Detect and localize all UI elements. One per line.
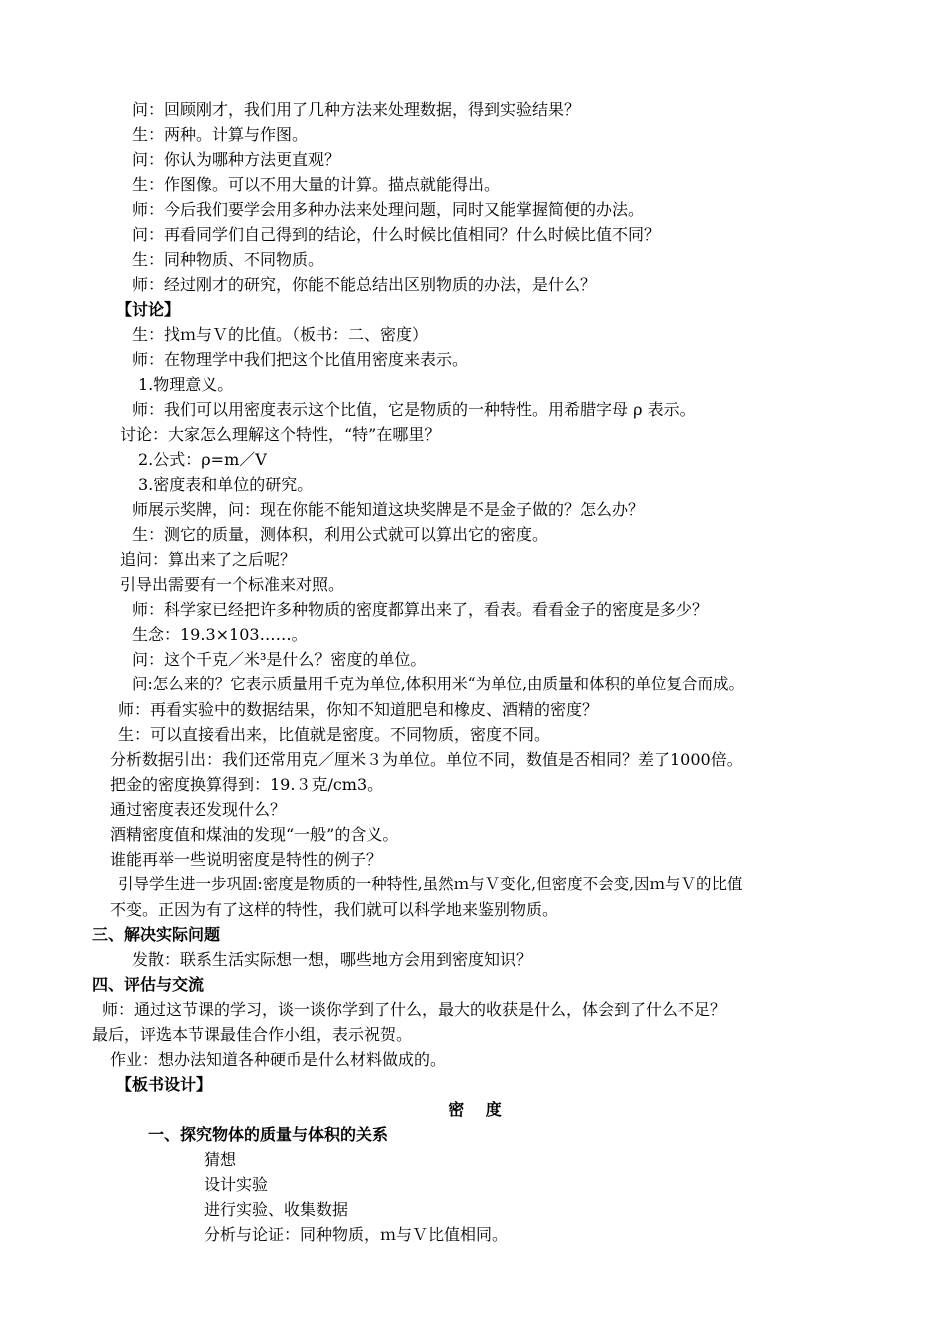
text-line: 生：找ｍ与Ｖ的比值。（板书：二、密度） bbox=[132, 325, 429, 344]
board-heading-1: 一、探究物体的质量与体积的关系 bbox=[148, 1125, 389, 1144]
text-line: 生念：19.3×103……。 bbox=[132, 625, 308, 644]
text-line: 生：测它的质量，测体积，利用公式就可以算出它的密度。 bbox=[132, 525, 549, 544]
text-line: 把金的密度换算得到：19.３克/cm3。 bbox=[110, 775, 384, 794]
text-line: 1.物理意义。 bbox=[138, 375, 234, 394]
board-title: 密 度 bbox=[448, 1100, 502, 1119]
text-line: 师：经过刚才的研究，你能不能总结出区别物质的办法，是什么？ bbox=[132, 275, 597, 294]
text-line: 引导出需要有一个标准来对照。 bbox=[120, 575, 345, 594]
text-line: 发散：联系生活实际想一想，哪些地方会用到密度知识？ bbox=[132, 950, 533, 969]
text-line: 师：今后我们要学会用多种办法来处理问题，同时又能掌握简便的办法。 bbox=[132, 200, 645, 219]
board-item: 进行实验、收集数据 bbox=[204, 1200, 349, 1219]
text-line: 2.公式：ρ=m／V bbox=[138, 450, 267, 469]
section-heading-3: 三、解决实际问题 bbox=[92, 925, 221, 944]
text-line: 师：科学家已经把许多种物质的密度都算出来了，看表。看看金子的密度是多少？ bbox=[132, 600, 709, 619]
text-line: 谁能再举一些说明密度是特性的例子？ bbox=[110, 850, 383, 869]
text-line: 讨论：大家怎么理解这个特性，“特”在哪里？ bbox=[120, 425, 441, 444]
text-line: 分析数据引出：我们还常用克／厘米３为单位。单位不同，数值是否相同？差了1000倍。 bbox=[110, 750, 743, 769]
text-line: 师：通过这节课的学习，谈一谈你学到了什么，最大的收获是什么，体会到了什么不足？ bbox=[102, 1000, 727, 1019]
section-heading-4: 四、评估与交流 bbox=[92, 975, 205, 994]
text-line: 师：我们可以用密度表示这个比值，它是物质的一种特性。用希腊字母 ρ 表示。 bbox=[132, 400, 696, 419]
text-line: 追问：算出来了之后呢？ bbox=[120, 550, 297, 569]
section-heading-board-design: 【板书设计】 bbox=[116, 1075, 213, 1094]
text-line: 生：作图像。可以不用大量的计算。描点就能得出。 bbox=[132, 175, 501, 194]
text-line: 生：同种物质、不同物质。 bbox=[132, 250, 325, 269]
text-line: 通过密度表还发现什么？ bbox=[110, 800, 287, 819]
text-line: 最后，评选本节课最佳合作小组，表示祝贺。 bbox=[92, 1025, 413, 1044]
text-line: 问：再看同学们自己得到的结论，什么时候比值相同？什么时候比值不同？ bbox=[132, 225, 661, 244]
text-line: 师展示奖牌，问：现在你能不能知道这块奖牌是不是金子做的？怎么办？ bbox=[132, 500, 645, 519]
text-line: 酒精密度值和煤油的发现“一般”的含义。 bbox=[110, 825, 399, 844]
section-heading-discussion: 【讨论】 bbox=[116, 300, 181, 319]
board-item: 猜想 bbox=[204, 1150, 237, 1169]
text-line: 师：在物理学中我们把这个比值用密度来表示。 bbox=[132, 350, 469, 369]
board-item: 分析与论证：同种物质，ｍ与Ｖ比值相同。 bbox=[204, 1225, 509, 1244]
text-line: 不变。正因为有了这样的特性，我们就可以科学地来鉴别物质。 bbox=[110, 900, 559, 919]
text-line: 生：可以直接看出来，比值就是密度。不同物质，密度不同。 bbox=[118, 725, 551, 744]
text-line: 问：你认为哪种方法更直观？ bbox=[132, 150, 341, 169]
text-line: 问：这个千克／米³是什么？密度的单位。 bbox=[132, 650, 427, 669]
text-line: 作业：想办法知道各种硬币是什么材料做成的。 bbox=[110, 1050, 447, 1069]
text-line: 3.密度表和单位的研究。 bbox=[138, 475, 314, 494]
text-line: 引导学生进一步巩固:密度是物质的一种特性,虽然ｍ与Ｖ变化,但密度不会变,因ｍ与Ｖ的比值 bbox=[118, 875, 743, 893]
text-line: 生：两种。计算与作图。 bbox=[132, 125, 309, 144]
text-line: 师：再看实验中的数据结果，你知不知道肥皂和橡皮、酒精的密度？ bbox=[118, 700, 599, 719]
text-line: 问：回顾刚才，我们用了几种方法来处理数据，得到实验结果？ bbox=[132, 100, 581, 119]
board-item: 设计实验 bbox=[204, 1175, 269, 1194]
text-line: 问:怎么来的？它表示质量用千克为单位,体积用米“为单位,由质量和体积的单位复合而成。 bbox=[132, 675, 745, 693]
